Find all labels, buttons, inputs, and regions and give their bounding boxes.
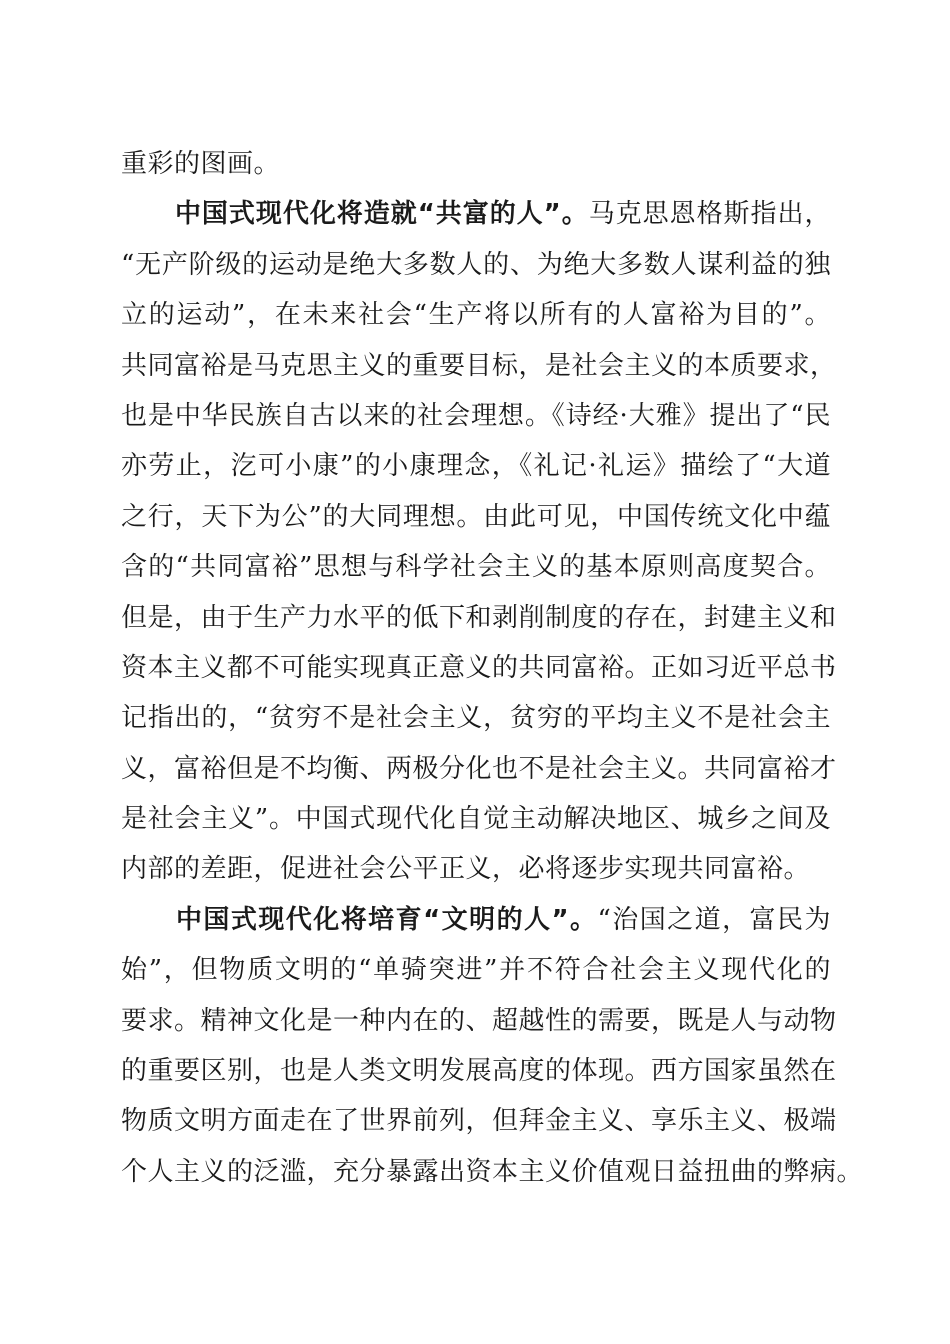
text-line bbox=[121, 139, 831, 189]
paragraph-lead-heading: 中国式现代化将培育“文明的人”。 bbox=[175, 904, 598, 935]
text-segment: 个人主义的泛滥，充分暴露出资本主义价值观日益扭曲的弊病。 bbox=[121, 1156, 864, 1187]
text-line bbox=[121, 240, 831, 290]
text-line bbox=[121, 895, 831, 945]
text-segment: 是社会主义”。中国式现代化自觉主动解决地区、城乡之间及 bbox=[121, 804, 831, 835]
text-segment: 但是，由于生产力水平的低下和剥削制度的存在，封建主义和 bbox=[121, 602, 837, 633]
text-line bbox=[121, 341, 837, 391]
text-line bbox=[121, 996, 837, 1046]
text-line bbox=[121, 945, 831, 995]
text-segment: 资本主义都不可能实现真正意义的共同富裕。正如习近平总书 bbox=[121, 652, 837, 683]
text-segment: 内部的差距，促进社会公平正义，必将逐步实现共同富裕。 bbox=[121, 854, 811, 885]
text-line bbox=[121, 1096, 837, 1146]
text-segment: “无产阶级的运动是绝大多数人的、为绝大多数人谋利益的独 bbox=[121, 249, 831, 280]
text-segment: 含的“共同富裕”思想与科学社会主义的基本原则高度契合。 bbox=[121, 552, 831, 583]
text-line bbox=[121, 542, 831, 592]
text-line bbox=[121, 643, 837, 693]
text-line bbox=[121, 693, 831, 743]
text-line bbox=[121, 441, 831, 491]
paragraph bbox=[121, 139, 831, 189]
text-segment: 义，富裕但是不均衡、两极分化也不是社会主义。共同富裕才 bbox=[121, 753, 837, 784]
text-line bbox=[121, 744, 837, 794]
text-line bbox=[121, 189, 831, 239]
text-line bbox=[121, 1046, 837, 1096]
text-line bbox=[121, 492, 831, 542]
text-line bbox=[121, 844, 831, 894]
paragraph bbox=[121, 189, 837, 894]
text-segment: 马克思恩格斯指出， bbox=[588, 199, 831, 230]
text-line bbox=[121, 1147, 864, 1197]
text-segment: 共同富裕是马克思主义的重要目标，是社会主义的本质要求， bbox=[121, 350, 837, 381]
paragraph-lead-heading: 中国式现代化将造就“共富的人”。 bbox=[174, 199, 589, 230]
text-segment: 记指出的，“贫穷不是社会主义，贫穷的平均主义不是社会主 bbox=[121, 703, 831, 734]
text-segment: 立的运动”，在未来社会“生产将以所有的人富裕为目的”。 bbox=[121, 300, 831, 331]
text-segment: 之行，天下为公”的大同理想。由此可见，中国传统文化中蕴 bbox=[121, 501, 831, 532]
document-body bbox=[121, 139, 864, 1197]
text-segment: 物质文明方面走在了世界前列，但拜金主义、享乐主义、极端 bbox=[121, 1106, 837, 1137]
text-line bbox=[121, 391, 831, 441]
text-segment bbox=[121, 905, 176, 935]
text-segment: 重彩的图画。 bbox=[121, 149, 281, 179]
text-segment: 要求。精神文化是一种内在的、超越性的需要，既是人与动物 bbox=[121, 1005, 837, 1036]
text-segment: 亦劳止，汔可小康”的小康理念，《礼记·礼运》描绘了“大道 bbox=[121, 451, 831, 482]
text-segment: 始”，但物质文明的“单骑突进”并不符合社会主义现代化的 bbox=[121, 955, 831, 986]
paragraph bbox=[121, 895, 864, 1197]
text-segment: 也是中华民族自古以来的社会理想。《诗经·大雅》提出了“民 bbox=[121, 400, 831, 431]
text-line bbox=[121, 593, 837, 643]
text-segment: 的重要区别，也是人类文明发展高度的体现。西方国家虽然在 bbox=[121, 1056, 837, 1087]
text-segment: “治国之道，富民为 bbox=[597, 904, 831, 935]
text-line bbox=[121, 794, 831, 844]
text-segment bbox=[121, 199, 175, 229]
text-line bbox=[121, 290, 831, 340]
